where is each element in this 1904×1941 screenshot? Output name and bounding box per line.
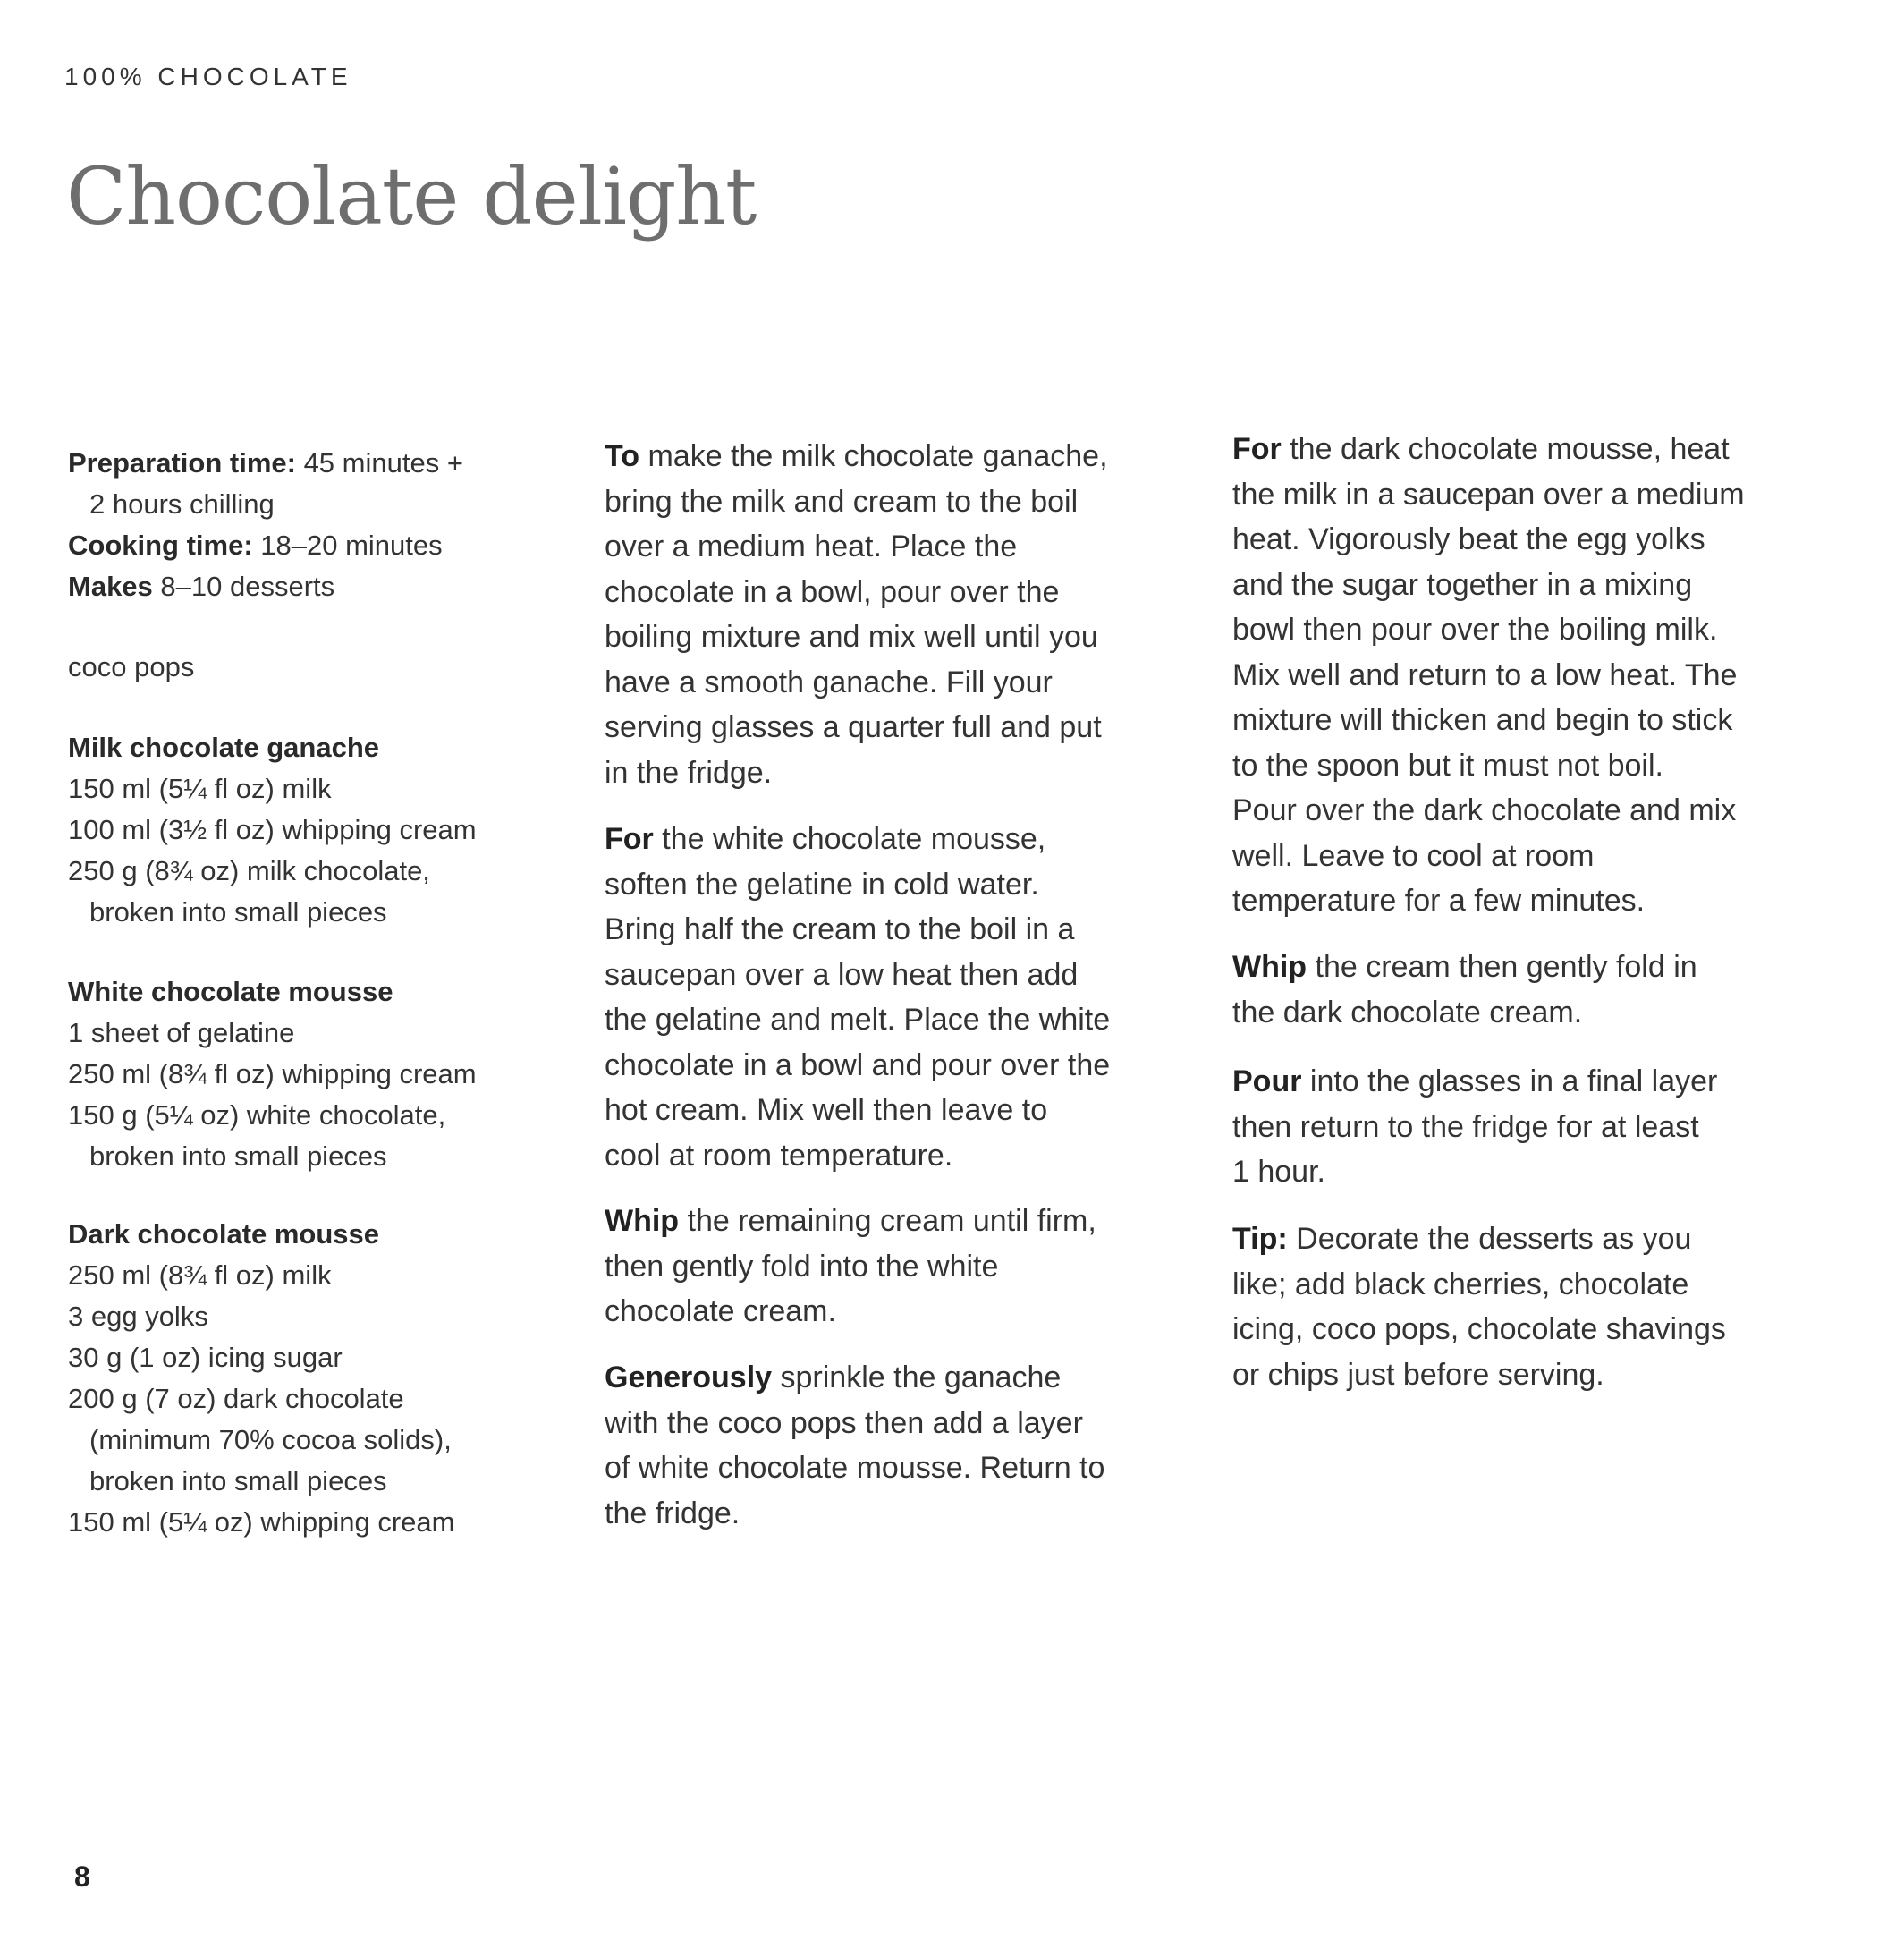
method-text: to the spoon but it must not boil. <box>1232 748 1663 783</box>
prep-label: Preparation time: <box>68 447 296 479</box>
method-line <box>605 705 1108 750</box>
method-text: the white chocolate mousse, <box>653 822 1046 856</box>
ingredient-line: 150 g (5¼ oz) white chocolate, <box>68 1099 446 1131</box>
makes <box>68 566 463 607</box>
ingredient-group <box>68 971 477 1177</box>
method-text: boiling mixture and mix well until you <box>605 620 1098 654</box>
method-paragraph <box>605 817 1110 1178</box>
method-text: of white chocolate mousse. Return to <box>605 1451 1105 1485</box>
method-line <box>605 1199 1096 1244</box>
method-line <box>1232 878 1745 924</box>
method-line <box>605 1289 1096 1335</box>
method-text: over a medium heat. Place the <box>605 530 1018 564</box>
method-text: the remaining cream until firm, <box>679 1204 1096 1238</box>
method-line <box>1232 563 1745 608</box>
ingredient-line: broken into small pieces <box>89 1140 387 1172</box>
method-text: bring the milk and cream to the boil <box>605 484 1079 519</box>
ingredient-group <box>68 727 477 933</box>
method-lead-word: Tip: <box>1232 1222 1288 1256</box>
running-head: 100% CHOCOLATE <box>64 63 352 90</box>
method-line <box>1232 990 1697 1036</box>
method-text: bowl then pour over the boiling milk. <box>1232 613 1718 647</box>
method-lead-word: Generously <box>605 1360 773 1394</box>
method-text: then return to the fridge for at least <box>1232 1109 1699 1144</box>
ingredient-line: 250 ml (8¾ fl oz) whipping cream <box>68 1058 477 1089</box>
method-text: Decorate the desserts as you <box>1287 1222 1692 1256</box>
method-line <box>605 817 1110 862</box>
method-line <box>1232 472 1745 518</box>
method-line <box>605 570 1108 615</box>
method-line <box>605 907 1110 953</box>
method-text: mixture will thicken and begin to stick <box>1232 703 1733 737</box>
method-text: then gently fold into the white <box>605 1249 999 1284</box>
cook-time <box>68 525 463 566</box>
method-line <box>1232 1216 1726 1262</box>
ingredient-line: 30 g (1 oz) icing sugar <box>68 1342 343 1373</box>
method-line <box>1232 788 1745 834</box>
method-lead-word: Pour <box>1232 1064 1302 1098</box>
ingredient-group-heading: Dark chocolate mousse <box>68 1218 380 1250</box>
method-paragraph <box>605 434 1108 795</box>
method-text: make the milk chocolate ganache, <box>639 439 1108 473</box>
prep-time <box>68 443 463 484</box>
method-text: the cream then gently fold in <box>1307 950 1697 984</box>
method-line <box>1232 834 1745 879</box>
method-text: the milk in a saucepan over a medium <box>1232 477 1745 512</box>
method-line <box>1232 1149 1717 1195</box>
method-text: like; add black cherries, chocolate <box>1232 1267 1689 1301</box>
ingredient-line: (minimum 70% cocoa solids), <box>89 1424 452 1455</box>
method-text: temperature for a few minutes. <box>1232 884 1646 918</box>
ingredient-line: 150 ml (5¼ fl oz) milk <box>68 773 332 804</box>
method-line <box>605 953 1110 998</box>
method-line <box>605 1043 1110 1089</box>
method-text: serving glasses a quarter full and put <box>605 710 1102 744</box>
method-text: in the fridge. <box>605 755 773 790</box>
method-line <box>1232 698 1745 743</box>
cook-value: 18–20 minutes <box>252 530 443 561</box>
ingredient-line: 250 g (8¾ oz) milk chocolate, <box>68 855 430 886</box>
method-line <box>605 1445 1104 1491</box>
method-text: soften the gelatine in cold water. <box>605 867 1039 902</box>
method-lead-word: For <box>605 822 654 856</box>
method-line <box>1232 607 1745 653</box>
method-paragraph <box>1232 945 1697 1035</box>
prep-value-cont: 2 hours chilling <box>89 488 275 520</box>
method-line <box>1232 743 1745 789</box>
method-text: have a smooth ganache. Fill your <box>605 665 1053 699</box>
method-lead-word: To <box>605 439 640 473</box>
ingredient-line: broken into small pieces <box>89 1465 387 1496</box>
method-text: cool at room temperature. <box>605 1138 953 1173</box>
ingredient-line: 100 ml (3½ fl oz) whipping cream <box>68 814 477 845</box>
method-line <box>605 1491 1104 1537</box>
ingredient-line: 200 g (7 oz) dark chocolate <box>68 1383 404 1414</box>
method-line <box>1232 945 1697 990</box>
method-text: or chips just before serving. <box>1232 1357 1604 1392</box>
method-line <box>605 615 1108 660</box>
method-line <box>605 479 1108 525</box>
ingredient-line: 3 egg yolks <box>68 1301 208 1332</box>
method-line <box>605 1401 1104 1446</box>
method-text: the dark chocolate cream. <box>1232 995 1583 1030</box>
method-text: Mix well and return to a low heat. The <box>1232 657 1738 692</box>
method-text: 1 hour. <box>1232 1155 1325 1189</box>
ingredient-line: 150 ml (5¼ oz) whipping cream <box>68 1506 455 1538</box>
method-text: with the coco pops then add a layer <box>605 1405 1083 1440</box>
method-text: well. Leave to cool at room <box>1232 838 1595 873</box>
prep-value: 45 minutes + <box>295 447 463 479</box>
method-line <box>605 997 1110 1043</box>
method-line <box>605 434 1108 479</box>
ingredient-group-heading: Milk chocolate ganache <box>68 732 379 763</box>
method-line <box>605 660 1108 706</box>
method-text: saucepan over a low heat then add <box>605 957 1079 992</box>
method-line <box>605 1133 1110 1179</box>
method-line <box>1232 1105 1717 1150</box>
method-text: icing, coco pops, chocolate shavings <box>1232 1312 1726 1346</box>
method-lead-word: Whip <box>1232 950 1307 984</box>
ingredient-line: 1 sheet of gelatine <box>68 1017 295 1048</box>
method-line <box>605 1244 1096 1290</box>
method-paragraph <box>1232 1216 1726 1397</box>
method-paragraph <box>1232 427 1745 924</box>
method-line <box>605 750 1108 796</box>
method-text: into the glasses in a final layer <box>1301 1064 1718 1098</box>
method-lead-word: Whip <box>605 1204 680 1238</box>
method-line <box>605 524 1108 570</box>
method-text: and the sugar together in a mixing <box>1232 567 1693 602</box>
ingredient-line: broken into small pieces <box>89 896 387 928</box>
method-line <box>1232 1307 1726 1352</box>
method-text: chocolate in a bowl, pour over the <box>605 574 1060 609</box>
method-line <box>1232 427 1745 472</box>
method-paragraph <box>605 1355 1104 1536</box>
cook-label: Cooking time: <box>68 530 253 561</box>
method-line <box>605 1088 1110 1133</box>
method-paragraph <box>1232 1059 1717 1195</box>
method-line <box>605 1355 1104 1401</box>
recipe-title: Chocolate delight <box>66 150 757 242</box>
method-text: Pour over the dark chocolate and mix <box>1232 793 1737 827</box>
makes-value: 8–10 desserts <box>152 571 335 602</box>
method-text: the gelatine and melt. Place the white <box>605 1003 1111 1037</box>
recipe-meta <box>68 443 463 607</box>
extra-ingredient: coco pops <box>68 651 195 682</box>
page-number: 8 <box>74 1860 90 1893</box>
method-text: chocolate in a bowl and pour over the <box>605 1047 1111 1082</box>
makes-label: Makes <box>68 571 153 602</box>
method-line <box>1232 517 1745 563</box>
method-text: the fridge. <box>605 1496 740 1530</box>
method-text: heat. Vigorously beat the egg yolks <box>1232 522 1705 556</box>
method-text: the dark chocolate mousse, heat <box>1281 432 1730 466</box>
method-lead-word: For <box>1232 432 1282 466</box>
method-line <box>605 862 1110 908</box>
ingredient-group-heading: White chocolate mousse <box>68 976 393 1007</box>
ingredient-line: 250 ml (8¾ fl oz) milk <box>68 1259 332 1291</box>
method-line <box>1232 1059 1717 1105</box>
method-text: sprinkle the ganache <box>772 1360 1062 1394</box>
ingredient-group <box>68 1214 454 1543</box>
method-line <box>1232 653 1745 699</box>
method-line <box>1232 1262 1726 1308</box>
method-line <box>1232 1352 1726 1398</box>
method-text: Bring half the cream to the boil in a <box>605 912 1075 946</box>
method-text: hot cream. Mix well then leave to <box>605 1093 1048 1127</box>
method-paragraph <box>605 1199 1096 1335</box>
method-text: chocolate cream. <box>605 1294 836 1328</box>
